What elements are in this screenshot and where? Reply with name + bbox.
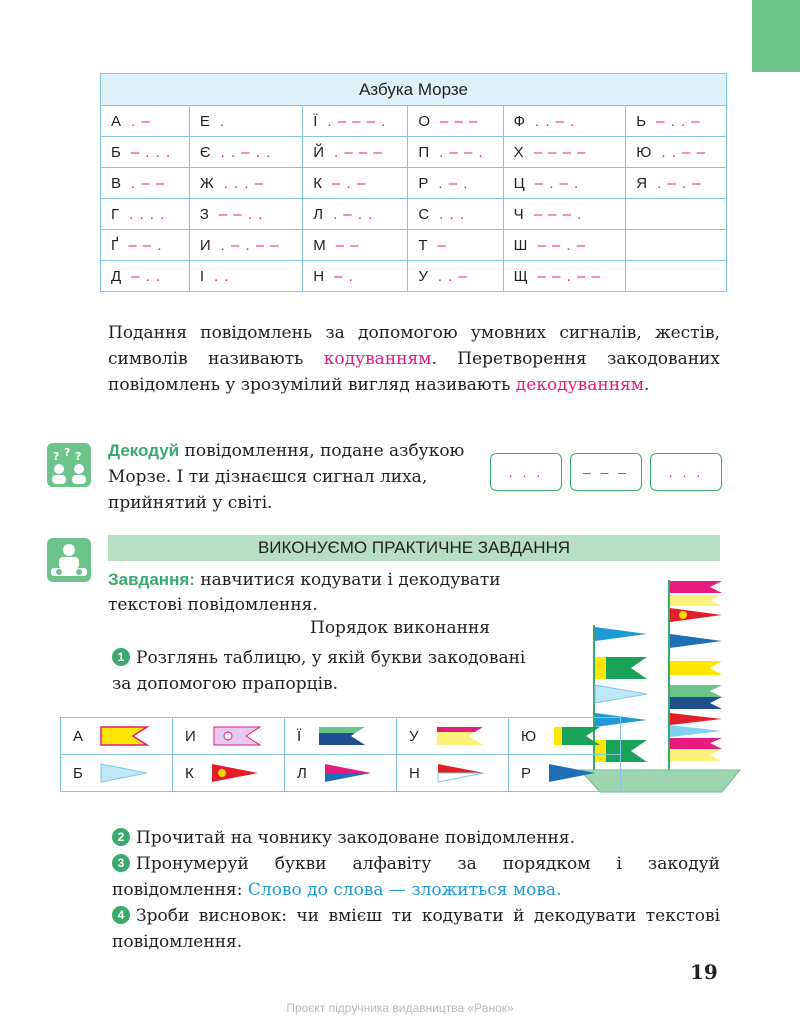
morse-letter: Ю	[636, 143, 652, 161]
morse-code: . . . –	[223, 174, 265, 192]
decode-text: повідомлення, подане азбукою Морзе. І ти дізнаєшся сигнал лиха, прийнятий у світі.	[108, 441, 465, 513]
morse-cell	[626, 137, 727, 168]
morse-letter: И	[199, 236, 211, 254]
step-number: 4	[112, 906, 130, 924]
step-text: Розглянь таблицю, у якій букви закодовані за допомогою прапорців.	[112, 648, 526, 694]
flag-letter: Л	[297, 764, 307, 782]
morse-letter: Ї	[313, 112, 318, 130]
flag-icon	[99, 762, 149, 784]
morse-letter: Н	[313, 267, 325, 285]
morse-cell	[189, 230, 302, 261]
morse-letter: Т	[418, 236, 428, 254]
morse-letter: А	[111, 112, 122, 130]
practice-icon	[47, 538, 91, 582]
morse-code: – . .	[131, 267, 162, 285]
flag-icon	[435, 725, 485, 747]
flag-letter: Ї	[297, 727, 302, 745]
morse-cell	[503, 137, 626, 168]
morse-code: –	[437, 236, 447, 254]
step-text: Пронумеруй букви алфавіту за порядком і закодуй повідомлення:	[112, 854, 720, 900]
chapter-tab	[752, 0, 800, 72]
svg-text:?: ?	[53, 450, 60, 463]
morse-letter: Й	[313, 143, 324, 161]
footer-note: Проєкт підручника видавництва «Ранок»	[286, 1001, 514, 1015]
morse-code: – –	[335, 236, 360, 254]
morse-cell	[101, 199, 190, 230]
morse-letter: Л	[313, 205, 324, 223]
morse-letter: Р	[418, 174, 429, 192]
morse-row	[101, 106, 727, 137]
morse-cell	[101, 137, 190, 168]
flag-cell	[173, 755, 285, 792]
morse-cell	[408, 261, 503, 292]
morse-letter: С	[418, 205, 430, 223]
morse-cell	[408, 199, 503, 230]
morse-letter: П	[418, 143, 430, 161]
flag-cell	[173, 718, 285, 755]
morse-code: . . – . .	[220, 143, 272, 161]
flag-icon	[547, 762, 597, 784]
flag-icon	[323, 762, 373, 784]
morse-cell	[408, 106, 503, 137]
morse-code: – – –	[440, 112, 479, 130]
morse-code: – – . – –	[537, 267, 601, 285]
morse-letter: Ч	[513, 205, 524, 223]
morse-code: . . – –	[661, 143, 706, 161]
flag-letter: Р	[521, 764, 532, 782]
para-text: Подання повідомлень за допомогою умовних сигналів, жестів, символів називають	[108, 323, 720, 369]
flag-code-table	[60, 717, 621, 792]
morse-letter: Я	[636, 174, 648, 192]
morse-letter: Г	[111, 205, 120, 223]
step-number: 3	[112, 854, 130, 872]
step-text: Прочитай на човнику закодоване повідомлення.	[136, 828, 576, 848]
morse-letter: Ь	[636, 112, 647, 130]
morse-letter: О	[418, 112, 430, 130]
morse-cell	[503, 261, 626, 292]
decode-task	[108, 438, 468, 516]
flag-icon	[436, 762, 486, 784]
morse-letter: В	[111, 174, 122, 192]
morse-cell	[303, 261, 408, 292]
morse-code: . . . .	[129, 205, 166, 223]
signal-box: – – –	[570, 453, 642, 491]
flag-letter: И	[185, 727, 196, 745]
flag-cell	[509, 718, 621, 755]
morse-code: . – .	[438, 174, 469, 192]
morse-cell	[189, 106, 302, 137]
morse-code: – – . .	[218, 205, 264, 223]
morse-cell	[101, 106, 190, 137]
flag-icon	[210, 762, 260, 784]
definition-paragraph	[108, 320, 720, 398]
morse-code: . . .	[439, 205, 466, 223]
flag-icon	[317, 725, 367, 747]
step-number: 1	[112, 648, 130, 666]
morse-letter: К	[313, 174, 322, 192]
flag-letter: А	[73, 727, 84, 745]
morse-row	[101, 168, 727, 199]
step-3	[112, 851, 720, 903]
signal-box: . . .	[490, 453, 562, 491]
morse-code: .	[219, 112, 226, 130]
flag-icon	[212, 725, 262, 747]
think-icon	[47, 443, 91, 487]
task-statement	[108, 567, 568, 618]
term-coding: кодуванням	[323, 349, 432, 369]
practice-banner: ВИКОНУЄМО ПРАКТИЧНЕ ЗАВДАННЯ	[108, 535, 720, 561]
task-label: Завдання:	[108, 570, 195, 589]
morse-code: . – – – .	[327, 112, 387, 130]
flag-cell	[285, 718, 397, 755]
morse-cell	[626, 199, 727, 230]
step-4	[112, 903, 720, 955]
flag-icon	[99, 725, 149, 747]
morse-cell	[303, 137, 408, 168]
morse-cell	[303, 168, 408, 199]
proverb-text: Слово до слова — зложиться мова.	[247, 880, 562, 900]
morse-letter: М	[313, 236, 326, 254]
flag-cell	[61, 718, 173, 755]
morse-cell	[189, 137, 302, 168]
morse-code: . – . – –	[220, 236, 280, 254]
flag-cell	[397, 755, 509, 792]
morse-row	[101, 137, 727, 168]
morse-letter: Х	[513, 143, 524, 161]
morse-cell	[626, 168, 727, 199]
morse-cell	[626, 261, 727, 292]
morse-cell	[189, 199, 302, 230]
morse-row	[101, 230, 727, 261]
morse-letter: З	[199, 205, 209, 223]
morse-code: . – – .	[439, 143, 484, 161]
flag-letter: Ю	[521, 727, 537, 745]
morse-cell	[303, 230, 408, 261]
morse-code: – . . –	[656, 112, 701, 130]
morse-letter: Ф	[513, 112, 525, 130]
morse-letter: У	[418, 267, 428, 285]
morse-code: . – . .	[333, 205, 374, 223]
morse-code: . – –	[131, 174, 166, 192]
morse-cell	[303, 199, 408, 230]
morse-letter: Є	[199, 143, 211, 161]
para-text: .	[643, 375, 650, 395]
morse-cell	[503, 168, 626, 199]
step-1	[112, 645, 544, 697]
morse-code: . .	[214, 267, 230, 285]
step-number: 2	[112, 828, 130, 846]
morse-code: . –	[131, 112, 151, 130]
morse-cell	[503, 106, 626, 137]
morse-letter: Ц	[513, 174, 525, 192]
term-decoding: декодуванням	[515, 375, 644, 395]
flag-letter: У	[409, 727, 419, 745]
morse-cell	[503, 230, 626, 261]
morse-row	[101, 261, 727, 292]
morse-letter: Ш	[513, 236, 528, 254]
step-2	[112, 825, 720, 851]
morse-row	[101, 199, 727, 230]
morse-code: – – – –	[533, 143, 587, 161]
morse-letter: Щ	[513, 267, 528, 285]
svg-text:?: ?	[64, 446, 71, 459]
morse-code: – – . –	[537, 236, 587, 254]
signal-box: . . .	[650, 453, 722, 491]
morse-cell	[303, 106, 408, 137]
flag-icon	[552, 725, 602, 747]
morse-code: . – – –	[334, 143, 383, 161]
svg-text:?: ?	[75, 450, 82, 463]
morse-title: Азбука Морзе	[101, 74, 727, 106]
flag-cell	[285, 755, 397, 792]
morse-cell	[408, 230, 503, 261]
morse-cell	[408, 168, 503, 199]
sos-signal	[490, 453, 722, 491]
morse-code: . . –	[437, 267, 468, 285]
para-text: . Перетворення закодованих повідомлень у зрозумілий вигляд називають	[108, 349, 720, 395]
morse-letter: Д	[111, 267, 122, 285]
page-number: 19	[690, 960, 718, 984]
morse-letter: Е	[199, 112, 210, 130]
flag-letter: Н	[409, 764, 420, 782]
morse-cell	[626, 230, 727, 261]
morse-cell	[189, 261, 302, 292]
morse-cell	[101, 230, 190, 261]
morse-code: – . . .	[130, 143, 172, 161]
flag-letter: Б	[73, 764, 83, 782]
flag-cell	[509, 755, 621, 792]
order-heading: Порядок виконання	[310, 618, 491, 638]
morse-letter: Б	[111, 143, 121, 161]
task-text: навчитися кодувати і декодувати текстові повідомлення.	[108, 570, 501, 615]
flag-cell	[397, 718, 509, 755]
morse-code: – – .	[128, 236, 163, 254]
morse-cell	[101, 261, 190, 292]
step-text: Зроби висновок: чи вмієш ти кодувати й декодувати текстові повідомлення.	[112, 906, 720, 952]
flag-letter: К	[185, 764, 194, 782]
morse-code: . . – .	[534, 112, 576, 130]
morse-cell	[189, 168, 302, 199]
morse-letter: Ж	[199, 174, 214, 192]
morse-cell	[101, 168, 190, 199]
morse-code: . – . –	[657, 174, 702, 192]
flag-cell	[61, 755, 173, 792]
morse-code: – – – .	[533, 205, 583, 223]
morse-cell	[503, 199, 626, 230]
morse-code: – . –	[331, 174, 367, 192]
morse-table	[100, 73, 727, 292]
morse-code: – . – .	[534, 174, 580, 192]
morse-letter: І	[199, 267, 205, 285]
morse-code: – .	[334, 267, 354, 285]
morse-letter: Ґ	[111, 236, 119, 254]
morse-cell	[408, 137, 503, 168]
decode-label: Декодуй	[108, 441, 180, 460]
morse-cell	[626, 106, 727, 137]
